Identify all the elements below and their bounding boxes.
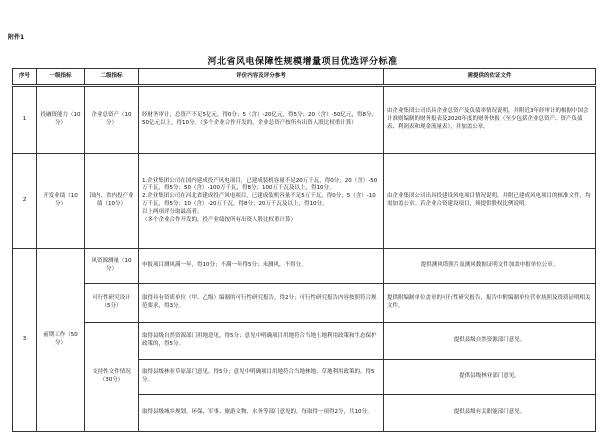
evidence-content: 由企业集团公司出具企业总资产及负债率情况说明，并附近3年经审计的根据中国会计准则编制的财务报表及2020年度的财务快报（至少包括企业总资产、资产负债表、利润表和现金流量表），并加盖公章。 (384, 86, 596, 153)
row-number: 2 (13, 153, 37, 249)
header-cell: 需提供的佐证文件 (384, 69, 596, 86)
level2-indicator: 支持性文件情况（30分） (85, 323, 139, 432)
evidence-content: 提供附编制单位盖章的可行性研究报告，报告中附编制单位营业执照及资质证明相关文件。 (384, 284, 596, 323)
table-row (13, 86, 596, 153)
level2-indicator: 企业总资产（10分） (85, 86, 139, 153)
level2-indicator: 国内、省内投产业绩（10分） (85, 153, 139, 249)
attachment-label: 附件1 (8, 34, 25, 41)
level1-indicator: 前期工作（50分） (37, 249, 85, 432)
criteria-line: 2.企业集团公司在河北省建成投产风电项目，已建成装机容量不足5万千瓦，得0分；5（含）-10万千瓦，得5分；10（含）-20万千瓦，得8分；20万千瓦及以上，得10分。 (142, 193, 376, 208)
table-row (13, 284, 596, 323)
table-header-row (13, 69, 596, 86)
row-number: 3 (13, 249, 37, 432)
header-cell: 评价内容及评分参考 (139, 69, 384, 86)
document-title: 河北省风电保障性规模增量项目优选评分标准 (207, 57, 398, 67)
table-row (13, 249, 596, 284)
criteria-content: 取得具有资质单位（甲、乙级）编制的可行性研究报告，得2分；可行性研究报告内容按照符合规范要求，得3分。 (139, 284, 384, 323)
scoring-table (12, 68, 596, 432)
evidence-content: 提供测风塔照片及测风数据证明文件加盖申报单位公章。 (384, 249, 596, 284)
level2-indicator: 风资源测量（10分） (85, 249, 139, 284)
evidence-content: 提供县级有关职能部门意见。 (384, 394, 596, 431)
header-cell: 二级指标 (85, 69, 139, 86)
evidence-content: 提供县级林业部门意见。 (384, 360, 596, 395)
criteria-content: 取得县级林业草原部门意见，得5分；意见中明确项目用地符合当地林地、草地利用政策的，得5分。 (139, 360, 384, 395)
header-cell: 序号 (13, 69, 37, 86)
evidence-content: 由企业集团公司出具投建设风电项目情况说明，并附已建成风电项目的核准文件，均需加盖公章。若企业合资建设项目，须提供股权比例说明。 (384, 153, 596, 249)
criteria-line: （多个企业合作开发的，投产业绩按所有出资人股比权重计算） (142, 216, 297, 223)
header-cell: 一级指标 (37, 69, 85, 86)
table-row (13, 323, 596, 360)
criteria-line: 以上两项评分取最高者。 (142, 208, 203, 215)
row-number: 1 (13, 86, 37, 153)
level2-indicator: 可行性研究设计（5分） (85, 284, 139, 323)
criteria-content: 取得县级城乡规划、环保、军事、旅游文物、水务等部门意见的，每取得一项得2分，共10分。 (139, 394, 384, 431)
level1-indicator: 开发业绩（10分） (37, 153, 85, 249)
level1-indicator: 投融资能力（10分） (37, 86, 85, 153)
criteria-line: 1.企业集团公司在国内建成投产风电项目，已建成装机容量不足20万千瓦，得0分；20（含）-50万千瓦，得5分；50（含）-100万千瓦，得8分；100万千瓦及以上，得10分。 (142, 177, 378, 192)
criteria-content: 取得县级自然资源部门用地意见，得5分；意见中明确项目用地符合当地土地利用政策和生态保护政策的，得5分。 (139, 323, 384, 360)
table-row (13, 153, 596, 249)
criteria-content: 申报项目测风满一年，得10分；不满一年得5分；未测风，不得分。 (139, 249, 384, 284)
evidence-content: 提供县级自然资源部门意见。 (384, 323, 596, 360)
criteria-content: 经财务审计，总资产不足5亿元，得0分；5（含）-20亿元，得5分；20（含）-50亿元，得8分；50亿元以上，得10分。（多个企业合作开发的，企业总资产按所有出资人股比权重计算） (139, 86, 384, 153)
criteria-content (139, 153, 384, 249)
